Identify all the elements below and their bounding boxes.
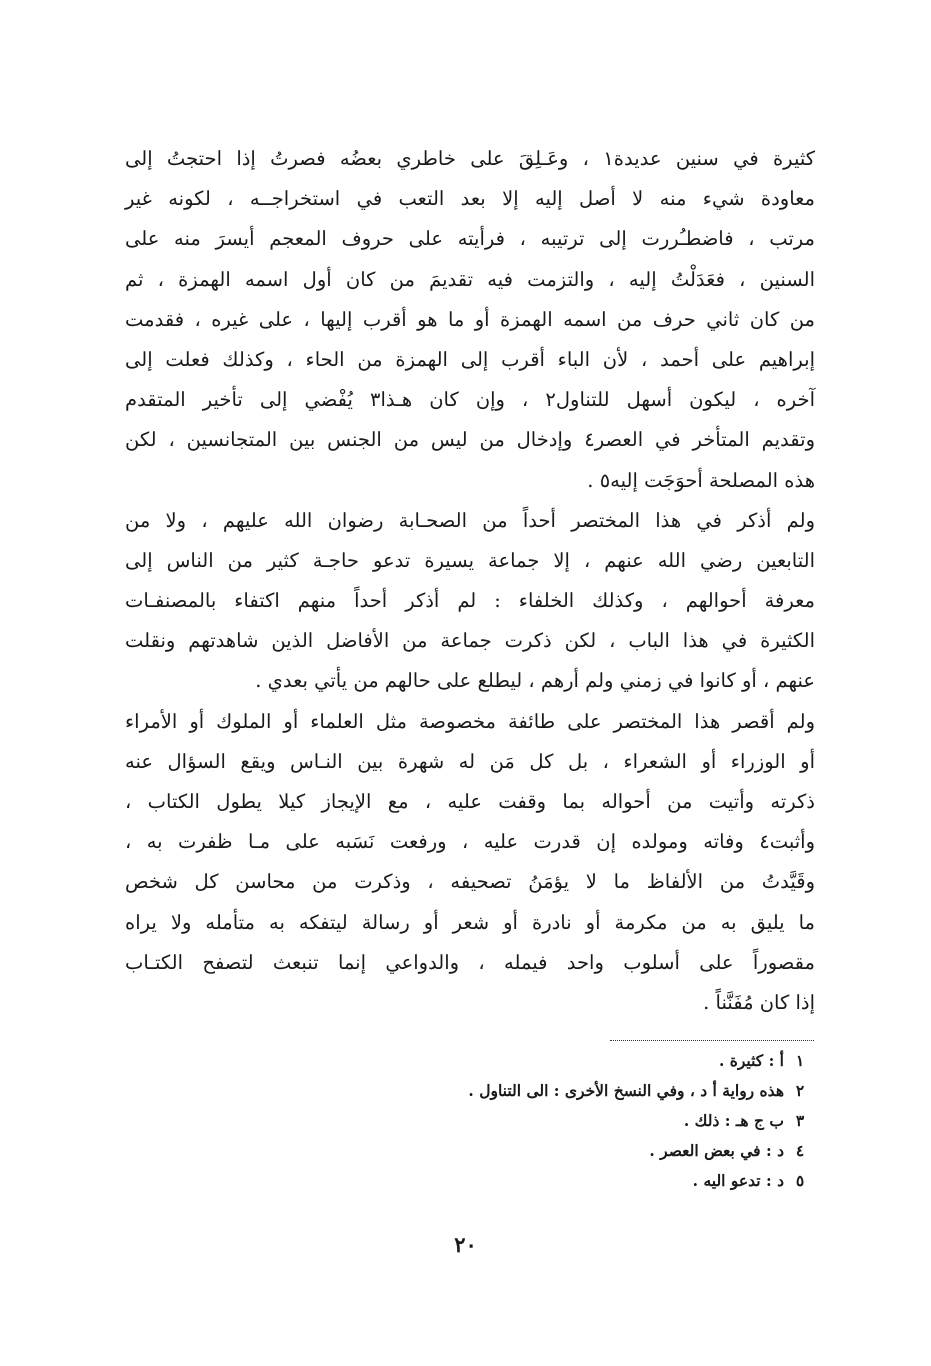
text-line: كثيرة في سنين عديدة١ ، وعَـلِقَ على خاطري بعضُه فصرتُ إذا احتجتُ إلى xyxy=(125,147,815,170)
footnote-text: د : في بعض العصر . xyxy=(649,1141,784,1160)
text-line: إذا كان مُفَنَّناً . xyxy=(703,990,815,1014)
text-line: وأثبت٤ وفاته ومولده إن قدرت عليه ، ورفعت نَسَبه على مـا ظفرت به ، xyxy=(125,830,815,854)
text-line: مقصوراً على أسلوب واحد فيمله ، والدواعي إنما تنبعث لتصفح الكتـاب xyxy=(125,950,815,974)
footnote-number: ٤ xyxy=(795,1141,805,1160)
footnote-text: هذه رواية أ د ، وفي النسخ الأخرى : الى التناول . xyxy=(468,1081,784,1100)
text-line: ذكرته وأتيت من أحواله بما وقفت عليه ، مع الإيجاز كيلا يطول الكتاب ، xyxy=(125,790,815,813)
footnote xyxy=(336,1166,806,1196)
footnote xyxy=(336,1106,806,1136)
text-line: أو الوزراء أو الشعراء ، بل كل مَن له شهرة بين النـاس ويقع السؤال عنه xyxy=(125,749,815,773)
text-line: هذه المصلحة أحوَجَت إليه٥ . xyxy=(587,468,815,492)
text-line: الكثيرة في هذا الباب ، لكن ذكرت جماعة من الأفاضل الذين شاهدتهم ونقلت xyxy=(125,629,815,653)
text-line: ولم أقصر هذا المختصر على طائفة مخصوصة مثل العلماء أو الملوك أو الأمراء xyxy=(125,709,815,733)
text-line: آخره ، ليكون أسهل للتناول٢ ، وإن كان هـذا٣ يُفْضي إلى تأخير المتقدم xyxy=(125,388,815,412)
footnote-number: ٣ xyxy=(795,1111,805,1130)
footnote-text: أ : كثيرة . xyxy=(718,1051,784,1070)
text-line: ما يليق به من مكرمة أو نادرة أو شعر أو رسالة ليتفكه به متأمله ولا يراه xyxy=(125,910,815,934)
text-line: إبراهيم على أحمد ، لأن الباء أقرب إلى الهمزة من الحاء ، وكذلك فعلت إلى xyxy=(125,347,815,371)
text-line: ولم أذكر في هذا المختصر أحداً من الصحـابة رضوان الله عليهم ، ولا من xyxy=(125,508,815,532)
text-line: التابعين رضي الله عنهم ، إلا جماعة يسيرة تدعو حاجـة كثير من الناس إلى xyxy=(125,548,815,572)
footnote-number: ٥ xyxy=(795,1171,805,1190)
text-line: وقَيَّدتُ من الألفاظ ما لا يؤمَنُ تصحيفه ، وذكرت من محاسن كل شخص xyxy=(125,870,815,894)
text-line: عنهم ، أو كانوا في زمني ولم أرهم ، ليطلع على حالهم من يأتي بعدي . xyxy=(255,669,815,693)
footnote-number: ٢ xyxy=(795,1081,805,1100)
text-line: من كان ثاني حرف من اسمه الهمزة أو ما هو أقرب إليها ، على غيره ، فقدمت xyxy=(125,307,815,331)
footnotes xyxy=(336,1046,806,1196)
footnote-separator xyxy=(610,1040,814,1041)
text-line: معرفة أحوالهم ، وكذلك الخلفاء : لم أذكر أحداً منهم اكتفاء بالمصنفـات xyxy=(125,589,815,613)
text-line: وتقديم المتأخر في العصر٤ وإدخال من ليس من الجنس بين المتجانسين ، لكن xyxy=(125,428,815,452)
text-line: السنين ، فعَدَلْتُ إليه ، والتزمت فيه تقديمَ من كان أول اسمه الهمزة ، ثم xyxy=(125,267,815,291)
footnote-number: ١ xyxy=(795,1051,805,1070)
text-line: مرتب ، فاضطـُررت إلى ترتيبه ، فرأيته على حروف المعجم أيسرَ منه على xyxy=(125,227,815,251)
footnote-text: د : تدعو اليه . xyxy=(692,1171,784,1190)
page-number: ٢٠ xyxy=(454,1232,477,1257)
footnote xyxy=(336,1076,806,1106)
main-text xyxy=(125,139,815,1023)
footnote xyxy=(336,1046,806,1076)
footnote-text: ب ج هـ : ذلك . xyxy=(683,1111,784,1130)
text-line: معاودة شيء منه لا أصل إليه إلا بعد التعب في استخراجــه ، لكونه غير xyxy=(125,187,815,211)
footnote xyxy=(336,1136,806,1166)
